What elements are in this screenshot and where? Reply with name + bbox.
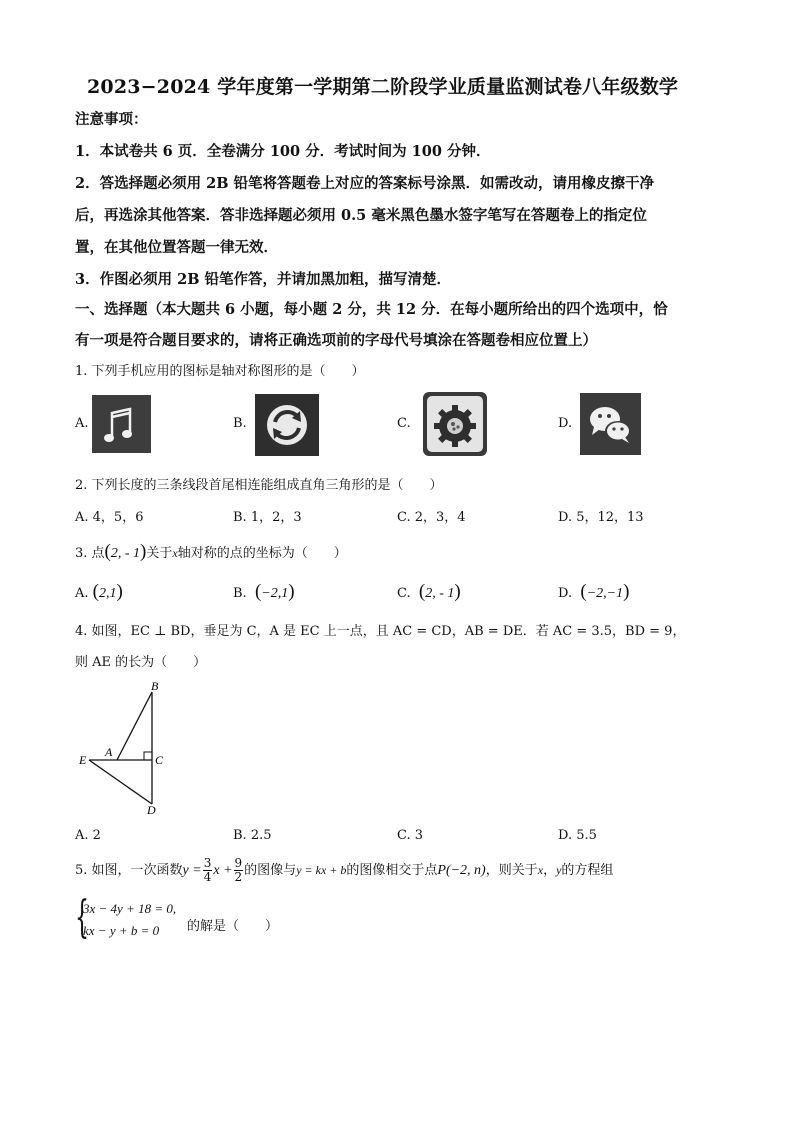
q5-frac-9-2 (234, 857, 244, 884)
q4-option-d: D. 5.5 (558, 828, 597, 843)
q5-stem-suffix: 的方程组 (561, 863, 614, 878)
q5-stem-prefix: 5. 如图，一次函数 (75, 863, 183, 878)
label-e: E (79, 753, 87, 767)
q5-stem (75, 855, 613, 886)
q3-option-c-label: C. (397, 586, 411, 601)
q5-frac2-den: 2 (234, 870, 243, 884)
q3-option-d: D. (−2,−1) (558, 581, 630, 602)
q5-stem-mid2: 的图像相交于点 (346, 863, 438, 878)
q5-var-y: y (556, 863, 562, 877)
q2-option-c: C. 2，3，4 (397, 510, 466, 525)
q2-option-b: B. 1，2，3 (233, 510, 302, 525)
q1-option-c-label: C. (397, 416, 411, 431)
q3-stem-mid: 关于 (146, 546, 173, 561)
notice-item-1: 1．本试卷共 6 页．全卷满分 100 分．考试时间为 100 分钟． (75, 143, 491, 160)
q4-stem-line2: 则 AE 的长为（ ） (75, 655, 207, 670)
label-d: D (147, 803, 156, 817)
page-title: 2023−2024 学年度第一学期第二阶段学业质量监测试卷八年级数学 (87, 76, 679, 98)
q2-stem: 2. 下列长度的三条线段首尾相连能组成直角三角形的是（ ） (75, 478, 443, 493)
notice-item-2-cont: 后，再选涂其他答案．答非选择题必须用 0.5 毫米黑色墨水签字笔写在答题卷上的指定位 (75, 207, 647, 224)
q3-option-b-label: B. (233, 586, 247, 601)
q5-fn2: y = kx + b (296, 863, 347, 877)
q5-frac2-num: 9 (234, 856, 243, 870)
music-note-icon (92, 395, 151, 453)
notice-item-2: 2．答选择题必须用 2B 铅笔将答题卷上对应的答案标号涂黑．如需改动，请用橡皮擦干净 (75, 175, 655, 192)
notice-heading: 注意事项： (75, 111, 148, 128)
q3-option-a: A. (2,1) (75, 581, 123, 602)
q4-option-c: C. 3 (397, 828, 424, 843)
gear-badge-icon (423, 392, 487, 456)
q5-var-x: x (537, 863, 544, 877)
q1-option-a-label: A. (75, 416, 89, 431)
label-c: C (155, 753, 164, 767)
q5-stem-mid: 的图像与 (244, 863, 297, 878)
q3-option-d-label: D. (558, 586, 573, 601)
q3-option-b-value: −2,1 (261, 586, 289, 601)
q3-point: 2, - 1 (110, 546, 141, 561)
notice-item-2-end: 置，在其他位置答题一律无效． (75, 239, 278, 256)
q5-brace: { (75, 892, 89, 943)
q5-frac1-den: 4 (203, 870, 212, 884)
q5-point: P(−2, n) (437, 863, 486, 878)
section-heading-line2: 有一项是符合题目要求的，请将正确选项前的字母代号填涂在答题卷相应位置上） (75, 332, 597, 349)
q3-stem: 3. 点(2, - 1)关于x轴对称的点的坐标为（ ） (75, 541, 347, 562)
q5-fn-lhs: y = (182, 863, 202, 878)
q3-axis: x (172, 546, 178, 560)
section-heading-line1: 一、选择题（本大题共 6 小题，每小题 2 分，共 12 分．在每小题所给出的四个选项中，恰 (75, 301, 668, 318)
q5-frac-3-4 (203, 857, 213, 884)
refresh-cycle-icon (255, 394, 319, 456)
q3-stem-prefix: 3. 点 (75, 546, 105, 561)
q1-option-d-label: D. (558, 416, 573, 431)
q3-option-d-value: −2,−1 (586, 586, 624, 601)
q3-stem-suffix: 轴对称的点的坐标为（ ） (177, 546, 347, 561)
q5-stem-mid3: ，则关于 (485, 863, 538, 878)
label-b: B (151, 679, 159, 693)
q3-option-a-label: A. (75, 586, 89, 601)
q4-triangle-figure (75, 678, 175, 818)
q1-stem: 1. 下列手机应用的图标是轴对称图形的是（ ） (75, 364, 365, 379)
q5-frac1-num: 3 (203, 856, 212, 870)
q4-stem-line1: 4. 如图，EC ⊥ BD，垂足为 C，A 是 EC 上一点，且 AC = CD，AB = DE．若 AC = 3.5，BD = 9， (75, 624, 686, 639)
q2-option-d: D. 5，12，13 (558, 510, 644, 525)
q3-option-a-value: 2,1 (99, 586, 117, 601)
q3-option-c: C. (2, - 1) (397, 581, 461, 602)
q5-eq1: 3x − 4y + 18 = 0, (83, 901, 177, 916)
right-angle-mark (144, 752, 152, 760)
q2-option-a: A. 4，5，6 (75, 510, 144, 525)
q5-fn-mid: x + (213, 863, 233, 878)
q3-option-c-value: 2, - 1 (425, 586, 455, 601)
q5-ask: 的解是（ ） (187, 919, 279, 934)
q3-option-b: B. (−2,1) (233, 581, 295, 602)
q5-comma: ， (543, 863, 557, 878)
q5-eq2: kx − y + b = 0 (83, 923, 160, 938)
segment-ab (117, 692, 152, 760)
chat-bubbles-icon (580, 393, 641, 455)
q1-option-b-label: B. (233, 416, 247, 431)
notice-item-3: 3．作图必须用 2B 铅笔作答，并请加黑加粗，描写清楚． (75, 271, 452, 288)
q4-option-b: B. 2.5 (233, 828, 272, 843)
q4-option-a: A. 2 (75, 828, 101, 843)
label-a: A (105, 745, 113, 759)
segment-ed (89, 760, 152, 804)
